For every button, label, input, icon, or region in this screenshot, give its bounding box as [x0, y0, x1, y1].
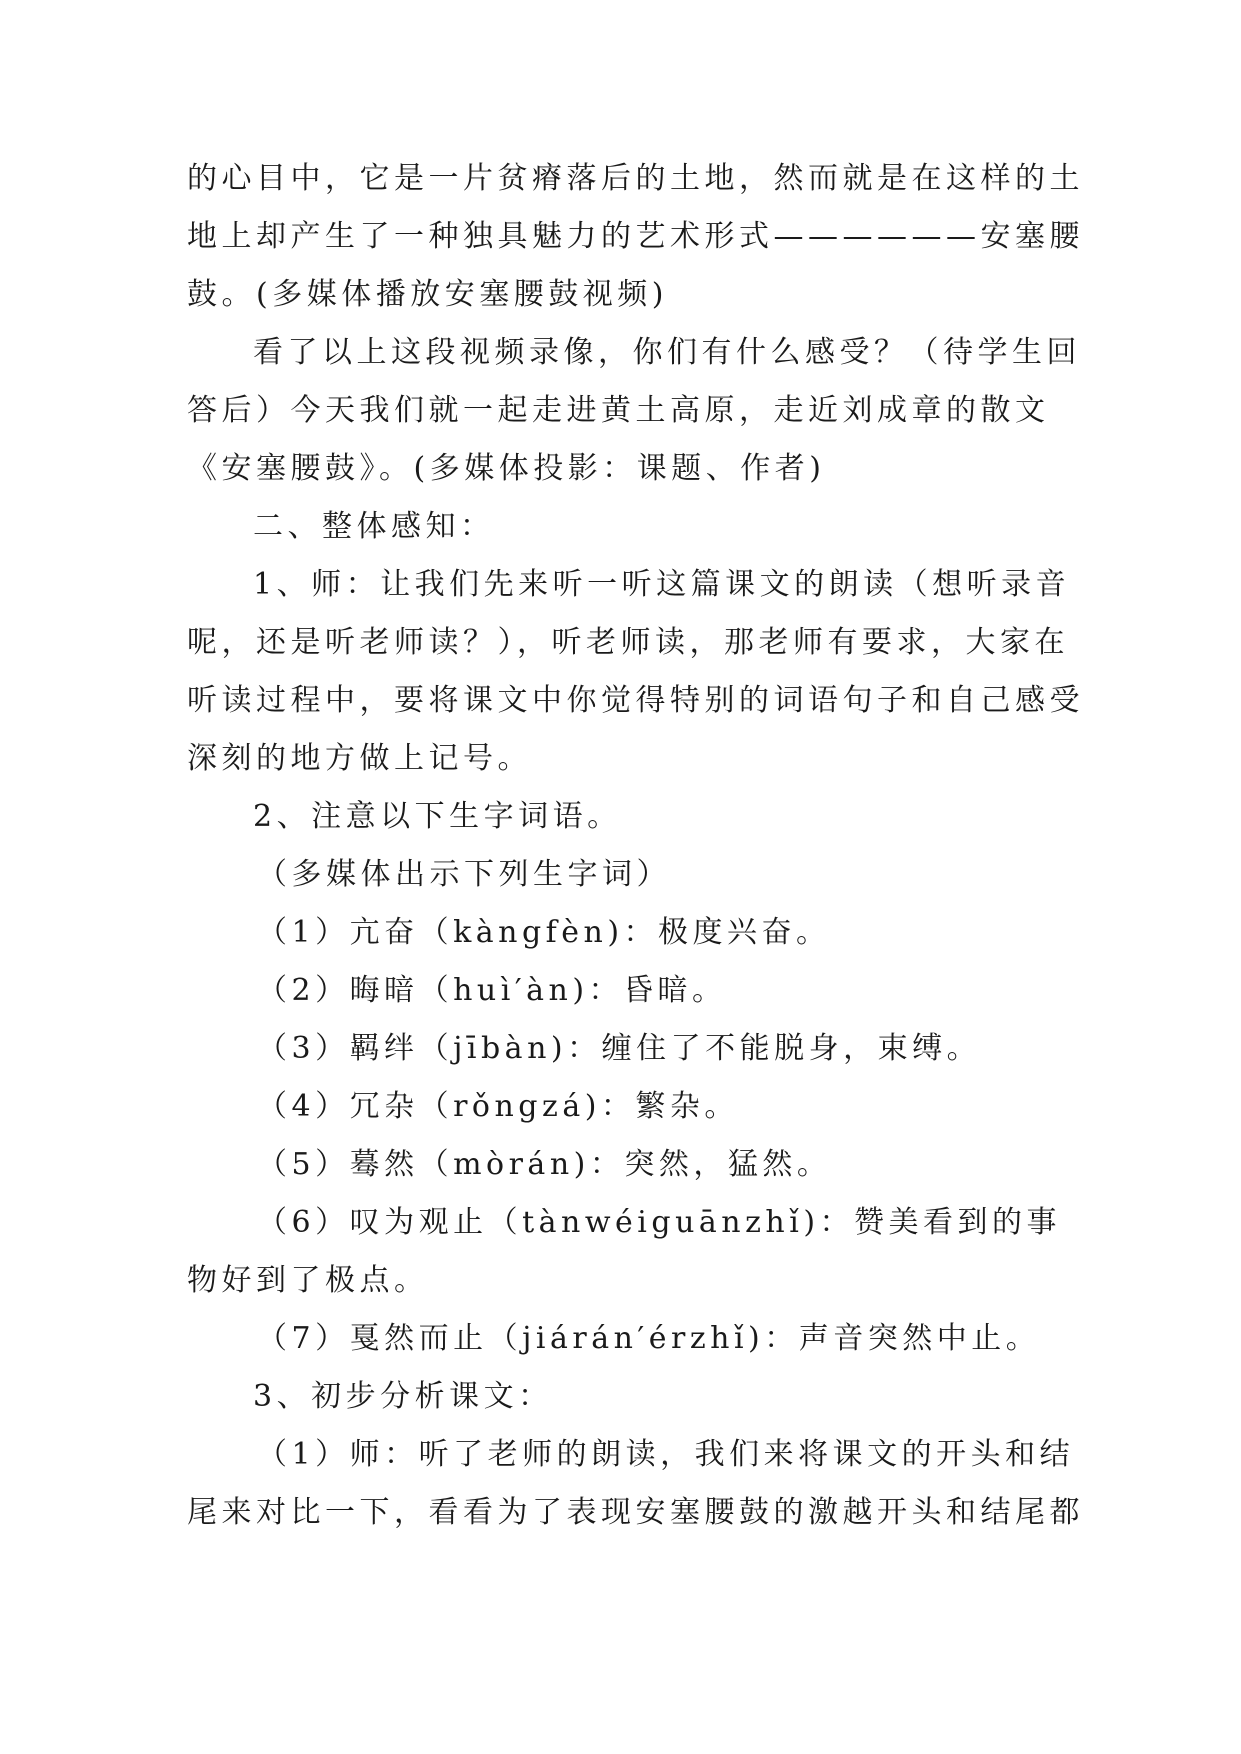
paragraph-start-line: （1）师：听了老师的朗读，我们来将课文的开头和结 — [257, 1437, 1075, 1472]
body-text-line: 《安塞腰鼓》。(多媒体投影：课题、作者) — [187, 451, 826, 486]
section-heading: 二、整体感知： — [253, 509, 495, 544]
vocabulary-item: （5）蓦然（mòrán)：突然，猛然。 — [257, 1147, 832, 1182]
body-text-line: 地上却产生了一种独具魅力的艺术形式——————安塞腰 — [187, 219, 1084, 254]
vocabulary-item: （4）冗杂（rǒngzá)：繁杂。 — [257, 1089, 739, 1124]
note-line: （多媒体出示下列生字词） — [257, 857, 671, 892]
vocabulary-item: （3）羁绊（jībàn)：缠住了不能脱身，束缚。 — [257, 1031, 982, 1066]
body-text-line: 的心目中，它是一片贫瘠落后的土地，然而就是在这样的土 — [187, 161, 1084, 196]
vocabulary-item: （6）叹为观止（tànwéiguānzhǐ)：赞美看到的事 — [257, 1205, 1062, 1240]
vocabulary-item-continuation: 物好到了极点。 — [187, 1263, 429, 1298]
body-text-line: 听读过程中，要将课文中你觉得特别的词语句子和自己感受 — [187, 683, 1084, 718]
vocabulary-item: （1）亢奋（kàngfèn)：极度兴奋。 — [257, 915, 831, 950]
vocabulary-item: （2）晦暗（huì′àn)：昏暗。 — [257, 973, 727, 1008]
document-page — [187, 150, 1084, 1542]
vocabulary-item: （7）戛然而止（jiárán′érzhǐ)：声音突然中止。 — [257, 1321, 1041, 1356]
paragraph-start-line: 2、注意以下生字词语。 — [253, 799, 622, 834]
section-heading: 3、初步分析课文： — [253, 1379, 553, 1414]
paragraph-start-line: 看了以上这段视频录像，你们有什么感受？（待学生回 — [253, 335, 1081, 370]
body-text-line: 尾来对比一下，看看为了表现安塞腰鼓的激越开头和结尾都 — [187, 1495, 1084, 1530]
body-text-line: 鼓。(多媒体播放安塞腰鼓视频) — [187, 277, 668, 312]
body-text-line: 答后）今天我们就一起走进黄土高原，走近刘成章的散文 — [187, 393, 1050, 428]
paragraph-start-line: 1、师：让我们先来听一听这篇课文的朗读（想听录音 — [253, 567, 1071, 602]
body-text-line: 呢，还是听老师读？），听老师读，那老师有要求，大家在 — [187, 625, 1069, 660]
body-text-line: 深刻的地方做上记号。 — [187, 741, 532, 776]
